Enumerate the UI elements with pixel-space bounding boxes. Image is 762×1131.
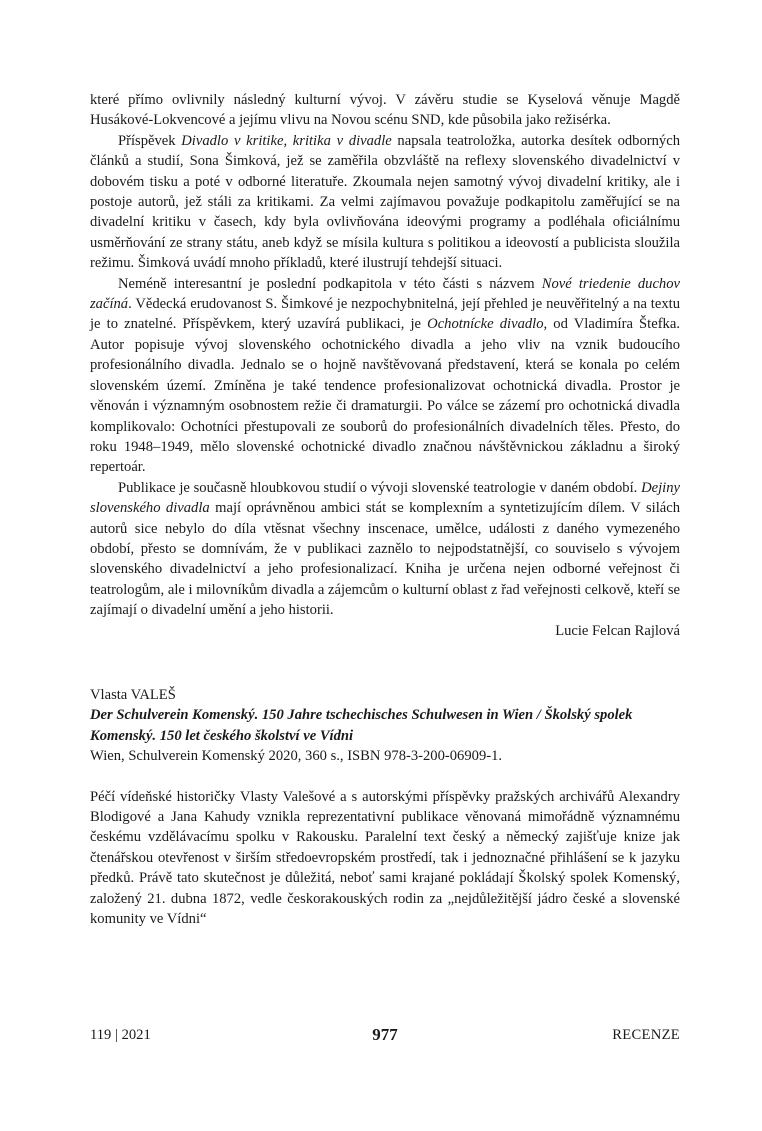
text-paragraph xyxy=(90,131,680,274)
text-run: , od Vladimíra Štefka. Autor popisuje vývoj slovenského ochotnického divadla a jeho vliv na vznik budoucího profesionálního divadla. Jednalo se o hojně navštěvovaná představení, která se konala po celém slovenském území. Zmíněna je také tendence profesionalizovat ochotnická divadla. Prostor je věnován i významným osobnostem režie či dramaturgii. Po válce se zázemí pro ochotnická divadla komplikovalo: Ochotníci přestupovali ze souborů do profesionálních divadelních těles. Přesto, do roku 1948–1949, mělo slovenské ochotnické divadlo značnou návštěvnickou základnu a široký repertoár. xyxy=(90,316,680,476)
text-paragraph xyxy=(90,274,680,478)
text-run: které přímo ovlivnily následný kulturní vývoj. V závěru studie se Kyselová věnuje Magdě Husákové-Lokvencové a jejímu vlivu na Novou scénu SND, kde působila jako režisérka. xyxy=(90,92,680,129)
text-run: mají oprávněnou ambici stát se komplexním a syntetizujícím dílem. V silách autorů sice nebylo do díla vtěsnat všechny inscenace, umělce, události z daného vymezeného období, přesto se domnívám, že v publikaci zaznělo to nejpodstatnější, co souviselo s vývojem slovenského divadelnictví a jeho profesionalizací. Kniha je určena nejen odborné veřejnost či teatrologům, ale i milovníkům divadla a zájemcům o kulturní oblast z řad veřejnosti celkově, kteří se zajímají o divadelní umění a jeho historii. xyxy=(90,500,681,619)
text-run: napsala teatroložka, autorka desítek odborných článků a studií, Sona Šimková, jež se zaměřila obzvláště na reflexy slovenského divadelnictví v dobovém tisku a poté v odborné literatuře. Zkoumala nejen samotný vývoj divadelní kritiky, ale i postoje autorů, jež stáli za kritikami. Za velmi zajímavou považuje podkapitolu zaměřující se na divadelní kritiku v časech, kdy byla ovlivňována ideovými programy a podléhala oficiálnímu usměrňování ze strany státu, aneb když se mísila kultura s politikou a ideovostí a publicista sloužila režimu. Šimková uvádí mnoho příkladů, které ilustrují tehdejší situaci. xyxy=(90,132,680,272)
review-text-continued xyxy=(90,90,680,621)
article-page xyxy=(90,90,680,929)
page-number: 977 xyxy=(372,1025,398,1044)
publication-info: Wien, Schulverein Komenský 2020, 360 s., ISBN 978-3-200-06909-1. xyxy=(90,748,503,765)
text-run: Příspěvek xyxy=(118,132,182,149)
italic-title-ref: Nové triedenie duchov začíná xyxy=(90,275,680,313)
book-author: Vlasta VALEŠ xyxy=(90,686,176,703)
italic-title-ref: Dejiny slovenského divadla xyxy=(90,479,680,517)
journal-issue: 119 | 2021 xyxy=(90,1027,151,1043)
text-run: . Vědecká erudovanost S. Šimkové je nezpochybnitelná, její přehled je neuvěřitelný a na textu je to znatelné. Příspěvkem, který uzavírá publikaci, je xyxy=(90,296,680,333)
text-paragraph xyxy=(90,478,680,621)
review-header xyxy=(90,685,680,767)
reviewer-signature: Lucie Felcan Rajlová xyxy=(555,622,680,639)
review-body-paragraph: Péčí vídeňské historičky Vlasty Valešové a s autorskými příspěvky pražských archivářů Alexandry Blodigové a Jana Kahudy vznikla reprezentativní publikace věnovaná mimořádně významnému českému vzdělávacímu spolku v Rakousku. Paralelní text český a německý zajišťuje knize jak čtenářskou otevřenost v širším středoevropském prostředí, tak i jednoznačné přihlášení se k jazyku předků. Právě tato skutečnost je důležitá, neboť sami krajané pokládají Školský spolek Komenský, založený 21. dubna 1872, vedle českorakouských rodin za „nejdůležitější jádro české a slovenské komunity ve Vídni“ xyxy=(90,788,680,928)
page-footer xyxy=(90,1027,680,1049)
text-run: Neméně interesantní je poslední podkapitola v této části s názvem xyxy=(118,275,542,292)
section-label: RECENZE xyxy=(612,1027,680,1043)
italic-title-ref: Divadlo v kritike, kritika v divadle xyxy=(181,132,392,149)
text-run: Publikace je současně hloubkovou studií o vývoji slovenské teatrologie v daném období. xyxy=(118,479,642,496)
italic-title-ref: Ochotnícke divadlo xyxy=(427,316,544,333)
text-paragraph xyxy=(90,90,680,131)
book-title: Der Schulverein Komenský. 150 Jahre tschechisches Schulwesen in Wien / Školský spolek Komenský. 150 let českého školství ve Vídni xyxy=(90,707,633,744)
